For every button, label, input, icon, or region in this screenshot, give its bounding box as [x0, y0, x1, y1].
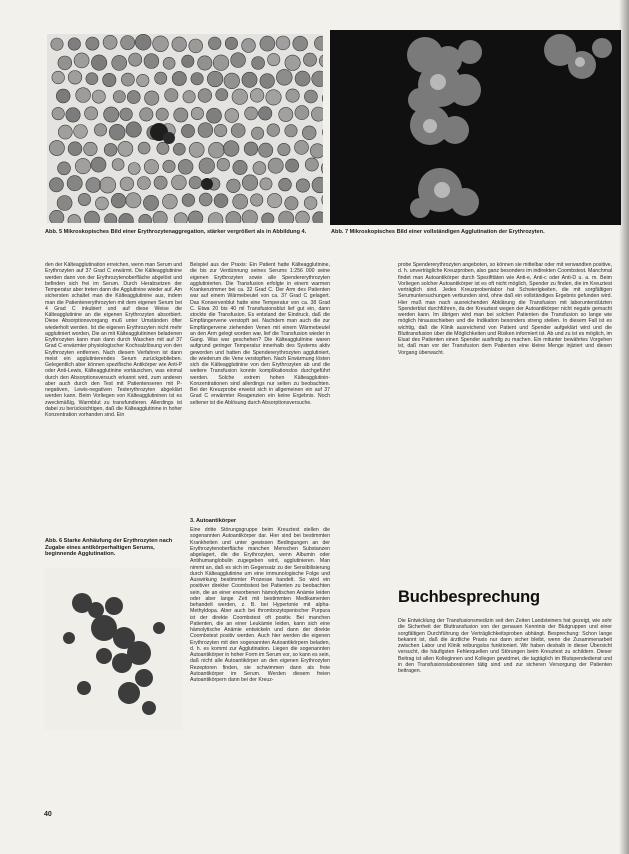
micrograph-anhaeufung-image	[44, 568, 182, 730]
text-column-3	[398, 262, 612, 562]
paragraph: Die Entwicklung der Transfusionsmedizin seit den Zeiten Landsteiners hat gezeigt, wie sehr die Sicherheit der Bluttransfusion von der genauen Kenntnis der Blutgruppen und einer sorgfältigen Durchführung der Verträglichkeitsproben abhängt. Besprechung: Schon lange bekannt ist, daß die ärztliche Praxis nur dann sicher bleibt, wenn die Zusammenarbeit zwischen Labor und Klinik reibungslos funktioniert. Wir haben deshalb in dieser Übersicht versucht, die häufigsten Fehlerquellen und Störungen beim Kreuztest zu schildern. Dieser Beitrag ist allen Kolleginnen und Kollegen gewidmet, die tagtäglich im Blutspendedienst und in den Transfusionslaboratorien tätig sind und zur sicheren Versorgung der Patienten beitragen.	[398, 618, 612, 674]
paragraph: probe Spendererythrozyten angeboten, so können sie mittelbar oder mit verwandten positive, d. h. unverträgliche Kreuzproben, also ganz besonders im indirekten Coombstest. Manchmal findet man Autoantikörper durch Spezifitäten wie Anti-e, Anti-c oder Anti-D u. a. m. Beim Vorliegen solcher Autoantikörper ist es oft nicht möglich, Spender zu finden, die im Kreuztest verträglich sind. Jedes Kreuzprobenlabor hat Schwierigkeiten, die mit sorgfältigen Serumuntersuchungen verbunden sind, ohne daß ein vollständiges Ergebnis gefunden wird. Hier muß man nach ausreichenden Abklärung die Transfusion mit laborunterstützten Spenderblut durchführen, da der Kreuztest wegen der Autoantikörper nicht negativ gemacht werden kann. Im übrigen wird man bei solchen Patienten die Transfusion so lange wie möglich hinausschieben und die Indikation besonders streng stellen. In diesem Fall ist es wichtig, daß die Klinik ausreichend von Patient und Spender aufgeklärt wird und die Bluttransfusion über die Möglichkeiten und Risiken informiert ist. Ab und zu ist es möglich, im Eluat des Patienten einen Spender ausfindig zu machen. Ein mitunter bewährtes Vorgehen ist, daß man vor der Transfusion dem Patienten eine kleine Menge injiziert und diesen Vorgang überwacht.	[398, 262, 612, 356]
section-subheading: 3. Autoantikörper	[190, 518, 237, 524]
page-fold-shadow	[619, 0, 629, 854]
paragraph: den der Kälteagglutination erreichen, wenn man Serum und Erythrozyten auf 37 Grad C erwärmt. Die Kälteagglutinine werden dann von der Erythrozytenoberfläche abgelöst und befinden sich frei im Serum. Durch Herabsetzen der Temperatur aber treten dann die Agglutinine wieder auf. Am sichersten schaltet man die Kälteagglutinine aus, indem man die Patientenerythrozyten mit dem eigenen Serum bei 4 Grad C inkubiert und auf diese Weise die Kälteagglutinine an die eigenen Erythrozyten absorbiert. Diese Absorptionsvorgang muß unter Umständen öfter wiederholt werden. Ist die eigenen Erythrozyten nicht mehr agglutiniert worden, Die an mit Kälteagglutininen beladenen Erythrozyten kann man dann durch Waschen mit auf 37 Grad C erwärmter physiologischer Kochsalzlösung von den Erythrozyten entfernen. Nach diesem Verfahren ist dann meist ein agglutinierendes Serum zurückgeblieben. Gelegentlich aber können spezifische Antikörper wie Anti-P oder Anti-Lewis, Kälteagglutinine vortäuschen, was einmal durch den Absorptionsversuch erkannt wird, zum anderen aber auch durch den Test mit Patientenseren mit P-negativen, Lewis-negativen Testerythrozyten abgeklärt werden kann. Beim Vorliegen von Kälteagglutininen ist es zweckmäßig, Warmblut zu transfundieren. Allerdings ist dabei zu berücksichtigen, daß die Kälteagglutinine in hoher Konzentration vorhanden sind. Ein	[45, 262, 182, 418]
figure-7-caption: Abb. 7 Mikroskopisches Bild einer vollständigen Agglutination der Erythrozyten.	[331, 229, 545, 235]
page-number: 40	[44, 811, 52, 818]
text-column-2-continued	[190, 527, 330, 827]
book-review-text	[398, 618, 612, 828]
paragraph: Eine dritte Störungsgruppe beim Kreuztest stellen die sogenannten Autoantikörper dar. Hier sind bei bestimmten Krankheiten und unter gewissen Bedingungen an der Erythrozytenoberfläche manchen Menschen Substanzen abgelagert, die die Erythrozyten, wenn Albumin oder Antihumanglobulin zugegeben wird, agglutinieren. Man nimmt an, daß es sich im Gegensatz zu der Sensibilisierung durch Kälteagglutinine um eine immunologische Folge und Auswirkung bestimmter Prozesse handelt. So wird ein positiver direkter Coombstest bei Patienten zu beobachten sein, die an einer erworbenen hämolytischen Anämie leiden oder aber lange Zeit mit bestimmten Medikamenten behandelt werden, z. B. bei Hypertonie mit alpha-Methyldopa. Aber auch bei thrombozytopenischer Purpura ist der direkte Coombstest oft positiv. Bei manchen Patienten, die an einer Leukämie leiden, kann sich eine hämolytische Anämie entwickeln und dann der direkte Coombstest positiv werden. Auch hier werden die eigenen Erythrozyten mit den sogenannten Autoantikörpern beladen, d. h. es kommt zur Agglutination. Liegen die sogenannten Autoantikörper in hoher Form im Serum vor, so kann es sein, daß nicht alle Autoantikörper an den eigenen Erythrozyten Rezeptoren finden, sie schwimmen dann als freie Autoantikörper im Serum. Werden diesem freien Autoantikörpern dann bei der Kreuz-	[190, 527, 330, 683]
micrograph-erythrocytes-image	[47, 34, 323, 223]
micrograph-agglutination-image	[330, 30, 621, 225]
section-heading: Buchbesprechung	[398, 588, 540, 606]
paragraph: Beispiel aus der Praxis: Ein Patient hatte Kälteagglutinine, die bis zur Verdünnung seines Serums 1:256 000 seine eigenen Erythrozyten sowie alle Spendererythrozyten agglutinierten. Die Transfusion erfolgte in einem warmen Krankenzimmer bei ca. 32 Grad C. Der Arm des Patienten war auf einem Wärmebeutel von ca. 37 Grad C gelagert. Das Konservenblut hatte eine Temperatur von ca. 38 Grad C. Etwa 20 bis 40 ml Transfusionsblut lief gut ein, dann stockte die Transfusion. Es entstand der Eindruck, daß die Empfängervene verstopft sei. Nachdem man auch die zur Empfängervene ziehenden Venen mit einem Wärmebeutel an den Arm gelegt worden war, lief die Transfusion wieder in Gang. Was war geschehen? Die Kälteagglutinine waren aufgrund geringer Temperatur innerhalb des Systems aktiv geworden und hatten die Spendererythrozyten agglutiniert, die wiederum die Vene verstopften. Nach Erwärmung lösten sich die Kälteagglutinine von den Erythrozyten ab und die weitere Transfusion konnte komplikationslos durchgeführt werden. Solche extrem hohen Kälteagglutinin-Konzentrationen sind allerdings nur selten zu beobachten. Bei der Kreuzprobe erweist sich in allgemeinen ein auf 37 Grad C erwärmter Reagenzien ein keine Ergebnis. Noch seltener ist die Ablösung durch Absorptionsversuche.	[190, 262, 330, 406]
text-column-2	[190, 262, 330, 514]
figure-6-caption: Abb. 6 Starke Anhäufung der Erythrozyten nach Zugabe eines antikörperhaltigen Serums, beginnende Agglutination.	[45, 538, 173, 558]
figure-5-caption: Abb. 5 Mikroskopisches Bild einer Erythrozytenaggregation, stärker vergrößert als in Abbildung 4.	[45, 229, 307, 235]
text-column-1	[45, 262, 182, 532]
